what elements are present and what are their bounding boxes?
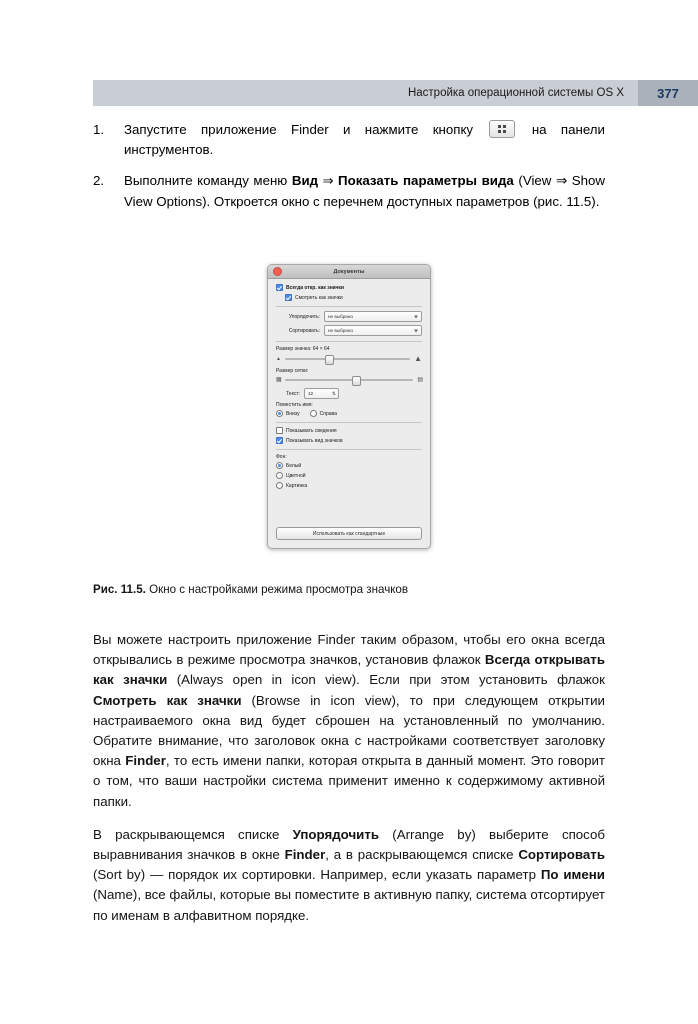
sort-by-value: не выбрано bbox=[328, 328, 353, 333]
window-title: Документы bbox=[333, 268, 365, 275]
sort-by-row bbox=[276, 325, 422, 336]
text-size-value: 12 bbox=[308, 391, 314, 396]
label-position-radios bbox=[276, 410, 422, 417]
running-head bbox=[93, 80, 698, 106]
radio-label: Белый bbox=[286, 462, 302, 469]
checkbox-icon[interactable] bbox=[285, 294, 292, 301]
emphasis-text: Всегда открывать как значки bbox=[93, 652, 605, 688]
checkbox-icon[interactable] bbox=[276, 427, 283, 434]
step2-part2: (View ⇒ Show View Options). Откроется окно с перечнем доступных параметров (рис. 11.5). bbox=[124, 173, 605, 209]
body-content-top bbox=[93, 120, 605, 223]
checkbox-icon[interactable] bbox=[276, 284, 283, 291]
checkbox-label: Смотреть как значки bbox=[295, 294, 343, 301]
radio-icon[interactable] bbox=[276, 482, 283, 489]
background-label: Фон: bbox=[276, 454, 287, 460]
step2-bold-view: Вид bbox=[291, 173, 319, 189]
slider-knob[interactable] bbox=[352, 376, 361, 386]
divider bbox=[276, 422, 422, 423]
sort-by-select[interactable] bbox=[324, 325, 422, 336]
step2-part1: Выполните команду меню bbox=[124, 173, 292, 189]
figure-caption-text: Окно с настройками режима просмотра значков bbox=[145, 583, 409, 596]
emphasis-text: Сортировать bbox=[518, 847, 605, 863]
body-text: (Name), все файлы, которые вы поместите в активную папку, система отсортирует по именам в алфавитном порядке. bbox=[93, 887, 605, 923]
body-text: (Arrange by) выберите способ выравнивания значков в окне bbox=[93, 826, 605, 863]
checkbox-label: Показывать вид значков bbox=[286, 437, 343, 444]
emphasis-text: Finder bbox=[284, 847, 326, 863]
radio-icon[interactable] bbox=[310, 410, 317, 417]
radio-icon[interactable] bbox=[276, 472, 283, 479]
icon-size-label: Размер значка: 64 × 64 bbox=[276, 346, 330, 352]
emphasis-text: По имени bbox=[540, 867, 605, 883]
list-item-text-after: на панели инструментов. bbox=[124, 122, 605, 158]
grid-size-slider[interactable] bbox=[276, 376, 422, 383]
divider bbox=[276, 306, 422, 307]
figure-11-5 bbox=[93, 264, 605, 549]
body-text: , а в раскрывающемся списке bbox=[325, 847, 519, 863]
radio-label: Цветной bbox=[286, 472, 306, 479]
use-as-defaults-button[interactable] bbox=[276, 527, 422, 540]
emphasis-text: Finder bbox=[125, 753, 166, 769]
text-size-stepper[interactable] bbox=[304, 388, 339, 399]
emphasis-text: Смотреть как значки bbox=[93, 692, 242, 708]
radio-bottom[interactable] bbox=[276, 410, 300, 417]
step2-bold-showviewoptions: Показать параметры вида bbox=[338, 173, 514, 189]
paragraph-1 bbox=[93, 630, 605, 812]
checkbox-icon[interactable] bbox=[276, 437, 283, 444]
checkbox-show-item-info[interactable] bbox=[276, 427, 422, 434]
list-item-number: 1. bbox=[93, 122, 105, 137]
large-icon: ▲ bbox=[414, 354, 422, 363]
radio-label: Справа bbox=[319, 410, 337, 417]
numbered-steps bbox=[93, 120, 605, 212]
radio-icon[interactable] bbox=[276, 462, 283, 469]
divider bbox=[276, 341, 422, 342]
slider-track[interactable] bbox=[285, 358, 410, 360]
body-text: (Sort by) — порядок их сортировки. Например, если указать параметр bbox=[93, 867, 541, 883]
paragraph-2 bbox=[93, 825, 605, 926]
list-item bbox=[93, 171, 605, 211]
radio-label: Картинка bbox=[286, 482, 308, 489]
grid-large-icon: ▤ bbox=[417, 377, 422, 383]
grid-size-label: Размер сетки: bbox=[276, 368, 309, 374]
radio-background-color[interactable] bbox=[276, 472, 422, 479]
radio-background-white[interactable] bbox=[276, 462, 422, 469]
body-text: В раскрывающемся списке bbox=[93, 826, 293, 842]
slider-track[interactable] bbox=[285, 379, 414, 381]
text-size-label: Текст: bbox=[286, 390, 300, 397]
text-size-row bbox=[276, 388, 422, 399]
checkbox-browse-icon-view[interactable] bbox=[285, 294, 422, 301]
arrange-by-label: Упорядочить: bbox=[288, 313, 320, 320]
radio-icon[interactable] bbox=[276, 410, 283, 417]
grid-small-icon: ▦ bbox=[276, 377, 281, 383]
checkbox-label: Всегда откр. как значки bbox=[286, 284, 344, 291]
radio-label: Внизу bbox=[286, 410, 300, 417]
icon-view-grid-button-icon bbox=[489, 120, 515, 138]
view-options-window bbox=[267, 264, 431, 549]
icon-size-slider[interactable] bbox=[276, 354, 422, 363]
label-position-label: Поместить имя: bbox=[276, 402, 313, 408]
radio-right[interactable] bbox=[310, 410, 337, 417]
body-content-bottom bbox=[93, 630, 605, 939]
arrange-by-select[interactable] bbox=[324, 311, 422, 322]
divider bbox=[276, 449, 422, 450]
use-as-defaults-label: Использовать как стандартные bbox=[312, 530, 386, 537]
arrange-by-value: не выбрано bbox=[328, 314, 353, 319]
page-number: 377 bbox=[638, 80, 698, 106]
step2-arrow: ⇒ bbox=[318, 173, 339, 189]
arrange-by-row bbox=[276, 311, 422, 322]
checkbox-label: Показывать сведения bbox=[286, 427, 337, 434]
window-body bbox=[268, 279, 430, 548]
figure-caption bbox=[93, 583, 605, 596]
sort-by-label: Сортировать: bbox=[288, 327, 320, 334]
body-text: (Browse in icon view), то при следующем открытии настраиваемого окна вид будет сброшен на установленный по умолчанию. Обратите внимание, что заголовок окна с настройками соответствует заголовку окна bbox=[93, 692, 605, 769]
body-text: , то есть имени папки, которая открыта в данный момент. Это говорит о том, что ваши настройки система применит именно к содержимому активной папки. bbox=[93, 753, 605, 809]
small-icon: ▲ bbox=[276, 355, 281, 362]
window-titlebar bbox=[268, 265, 430, 279]
checkbox-show-icon-preview[interactable] bbox=[276, 437, 422, 444]
list-item-number: 2. bbox=[93, 173, 105, 189]
figure-caption-label: Рис. 11.5. bbox=[93, 583, 146, 596]
body-text: (Always open in icon view). Если при этом установить флажок bbox=[167, 672, 605, 688]
radio-background-picture[interactable] bbox=[276, 482, 422, 489]
body-text: Вы можете настроить приложение Finder таким образом, чтобы его окна всегда открывались в режиме просмотра значков, установив флажок bbox=[93, 632, 605, 668]
emphasis-text: Упорядочить bbox=[292, 826, 380, 842]
slider-knob[interactable] bbox=[325, 355, 334, 365]
list-item-text-before: Запустите приложение Finder и нажмите кнопку bbox=[124, 122, 474, 137]
running-head-title: Настройка операционной системы OS X bbox=[407, 87, 624, 99]
checkbox-always-open-icon-view[interactable] bbox=[276, 284, 422, 291]
list-item bbox=[93, 120, 605, 160]
